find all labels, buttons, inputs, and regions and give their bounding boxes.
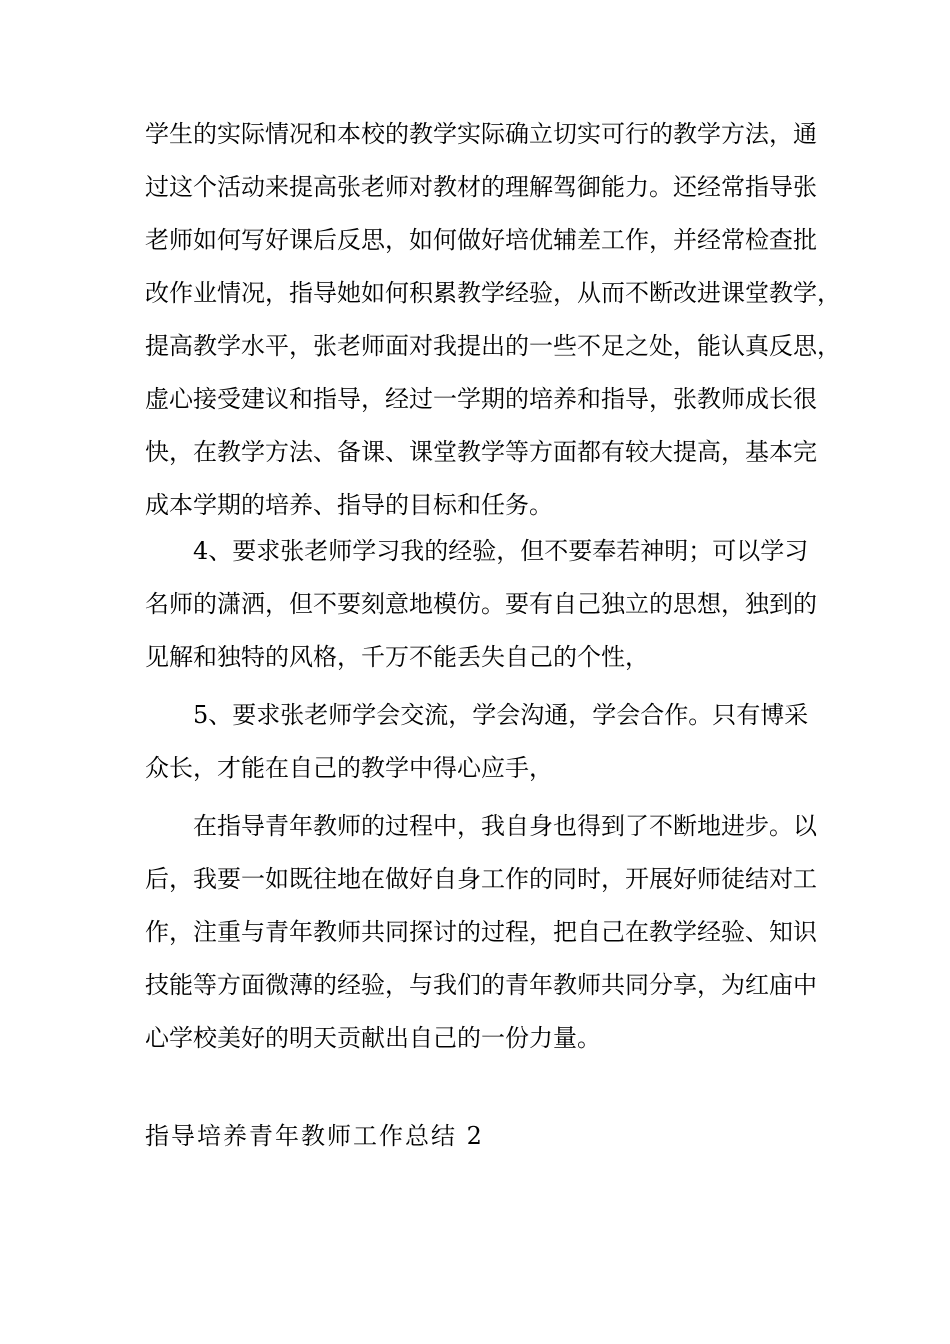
text-line: 过这个活动来提高张老师对教材的理解驾御能力。还经常指导张 — [145, 173, 817, 201]
section-heading: 指导培养青年教师工作总结 2 — [145, 1122, 484, 1150]
paragraph-continuation — [145, 108, 841, 532]
text-line: 众长，才能在自己的教学中得心应手， — [145, 754, 553, 782]
paragraph-item-4 — [145, 525, 817, 684]
text-line: 改作业情况，指导她如何积累教学经验，从而不断改进课堂教学， — [145, 279, 841, 307]
text-line: 提高教学水平，张老师面对我提出的一些不足之处，能认真反思， — [145, 332, 841, 360]
text-line: 后，我要一如既往地在做好自身工作的同时，开展好师徒结对工 — [145, 865, 817, 893]
text-line: 见解和独特的风格，千万不能丢失自己的个性， — [145, 643, 649, 671]
text-line: 名师的潇洒，但不要刻意地模仿。要有自己独立的思想，独到的 — [145, 590, 817, 618]
text-line: 成本学期的培养、指导的目标和任务。 — [145, 491, 553, 519]
paragraph-item-5 — [145, 689, 809, 795]
text-line: 学生的实际情况和本校的教学实际确立切实可行的教学方法，通 — [145, 120, 817, 148]
text-line: 虚心接受建议和指导，经过一学期的培养和指导，张教师成长很 — [145, 385, 817, 413]
text-line: 心学校美好的明天贡献出自己的一份力量。 — [145, 1024, 601, 1052]
text-line: 作，注重与青年教师共同探讨的过程，把自己在教学经验、知识 — [145, 918, 817, 946]
text-line: 5、要求张老师学会交流，学会沟通，学会合作。只有博采 — [193, 701, 809, 729]
text-line: 老师如何写好课后反思，如何做好培优辅差工作，并经常检查批 — [145, 226, 817, 254]
paragraph-conclusion — [145, 800, 817, 1065]
text-line: 在指导青年教师的过程中，我自身也得到了不断地进步。以 — [193, 812, 817, 840]
text-line: 技能等方面微薄的经验，与我们的青年教师共同分享，为红庙中 — [145, 971, 817, 999]
text-line: 快，在教学方法、备课、课堂教学等方面都有较大提高，基本完 — [145, 438, 817, 466]
text-line: 4、要求张老师学习我的经验，但不要奉若神明；可以学习 — [193, 537, 809, 565]
